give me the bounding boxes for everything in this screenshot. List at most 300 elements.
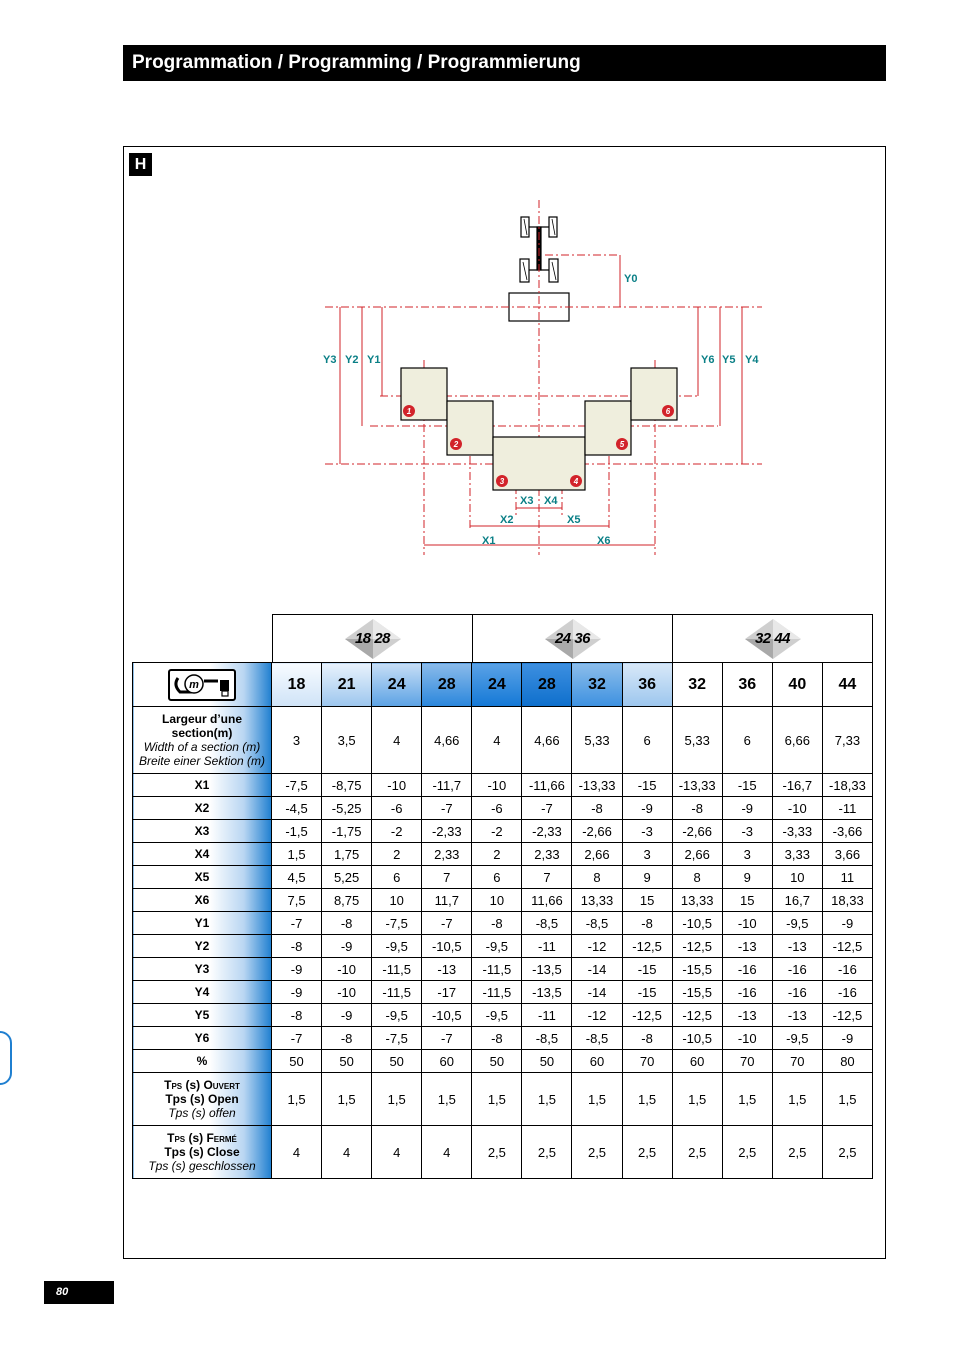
column-header: 18 bbox=[272, 663, 322, 707]
width-label-fr: Largeur d’une section(m) bbox=[161, 712, 242, 740]
table-cell: 8 bbox=[572, 866, 622, 889]
close-time-row bbox=[133, 1126, 873, 1179]
row-label-text: Y6 bbox=[194, 1031, 210, 1045]
table-cell: -8,5 bbox=[522, 912, 572, 935]
close_label-label-en: Tps (s) Close bbox=[164, 1145, 240, 1159]
table-cell: 2,33 bbox=[522, 843, 572, 866]
table-cell: 2 bbox=[372, 843, 422, 866]
table-cell: -8 bbox=[622, 912, 672, 935]
label-y0: Y0 bbox=[624, 273, 638, 285]
table-cell: -8,5 bbox=[522, 1027, 572, 1050]
table-cell: 10 bbox=[472, 889, 522, 912]
table-cell: -13,33 bbox=[672, 774, 722, 797]
table-cell: 3,66 bbox=[822, 843, 872, 866]
column-header: 36 bbox=[622, 663, 672, 707]
table-cell: -10 bbox=[322, 981, 372, 1004]
label-x3: X3 bbox=[520, 495, 534, 507]
table-cell: -8 bbox=[472, 912, 522, 935]
side-tab bbox=[0, 1031, 12, 1085]
page-header: Programmation / Programming / Programmierung bbox=[123, 45, 886, 81]
table-cell: -9 bbox=[822, 912, 872, 935]
table-cell: -8,75 bbox=[322, 774, 372, 797]
table-cell: -10 bbox=[472, 774, 522, 797]
fr-part: ermé bbox=[213, 1131, 237, 1145]
table-cell: -16 bbox=[722, 958, 772, 981]
open_label-label-fr bbox=[164, 1078, 240, 1092]
table-cell: -1,75 bbox=[322, 820, 372, 843]
table-cell: -15 bbox=[622, 981, 672, 1004]
svg-text:1: 1 bbox=[406, 407, 412, 416]
table-cell: -7,5 bbox=[372, 1027, 422, 1050]
table-cell: -2,33 bbox=[522, 820, 572, 843]
width-label-en: Width of a section (m) bbox=[143, 740, 261, 754]
table-cell: -9 bbox=[322, 935, 372, 958]
table-cell: 4 bbox=[322, 1126, 372, 1179]
table-cell: 18,33 bbox=[822, 889, 872, 912]
table-cell: -12,5 bbox=[672, 935, 722, 958]
table-cell: 3,33 bbox=[772, 843, 822, 866]
svg-text:6: 6 bbox=[665, 407, 671, 416]
table-cell: 13,33 bbox=[672, 889, 722, 912]
label-y4: Y4 bbox=[745, 354, 759, 366]
table-cell: -13 bbox=[772, 935, 822, 958]
table-cell: 13,33 bbox=[572, 889, 622, 912]
table-row bbox=[133, 1004, 873, 1027]
table-cell: -7 bbox=[272, 1027, 322, 1050]
table-row bbox=[133, 774, 873, 797]
table-cell: -16,7 bbox=[772, 774, 822, 797]
table-row bbox=[133, 1050, 873, 1073]
table-cell: -10,5 bbox=[672, 1027, 722, 1050]
table-cell: 1,5 bbox=[522, 1073, 572, 1126]
table-cell: 80 bbox=[822, 1050, 872, 1073]
table-cell: 50 bbox=[522, 1050, 572, 1073]
table-cell: -15,5 bbox=[672, 958, 722, 981]
row-label bbox=[133, 912, 272, 935]
table-cell: -4,5 bbox=[272, 797, 322, 820]
table-cell: -11,5 bbox=[472, 981, 522, 1004]
fr-part: ps bbox=[171, 1078, 183, 1092]
table-cell: 15 bbox=[722, 889, 772, 912]
row-label bbox=[133, 843, 272, 866]
table-row bbox=[133, 1027, 873, 1050]
table-cell: -2,33 bbox=[422, 820, 472, 843]
table-row bbox=[133, 935, 873, 958]
table-header-row bbox=[133, 663, 873, 707]
column-header: 21 bbox=[322, 663, 372, 707]
label-x2: X2 bbox=[500, 514, 514, 526]
page-number: 80 bbox=[44, 1281, 114, 1304]
table-cell: 70 bbox=[622, 1050, 672, 1073]
column-header: 40 bbox=[772, 663, 822, 707]
table-cell: -12,5 bbox=[822, 1004, 872, 1027]
table-cell: -7,5 bbox=[272, 774, 322, 797]
table-cell: 7 bbox=[422, 866, 472, 889]
table-cell: -18,33 bbox=[822, 774, 872, 797]
table-cell: 10 bbox=[372, 889, 422, 912]
table-cell: 5,33 bbox=[672, 707, 722, 774]
table-cell: 2,5 bbox=[472, 1126, 522, 1179]
table-cell: -12,5 bbox=[622, 935, 672, 958]
table-cell: -11,5 bbox=[472, 958, 522, 981]
table-cell: 2,33 bbox=[422, 843, 472, 866]
boom-width-groups bbox=[272, 614, 873, 663]
table-cell: 1,5 bbox=[272, 843, 322, 866]
table-cell: -12 bbox=[572, 1004, 622, 1027]
table-cell: -12 bbox=[572, 935, 622, 958]
row-label bbox=[133, 1050, 272, 1073]
table-cell: 2,5 bbox=[622, 1126, 672, 1179]
row-label-text: X4 bbox=[194, 847, 210, 861]
svg-text:5: 5 bbox=[619, 440, 625, 449]
table-cell: 6 bbox=[622, 707, 672, 774]
table-cell: -3,66 bbox=[822, 820, 872, 843]
table-cell: 15 bbox=[622, 889, 672, 912]
table-cell: 10 bbox=[772, 866, 822, 889]
table-cell: 4,5 bbox=[272, 866, 322, 889]
table-cell: -11,5 bbox=[372, 958, 422, 981]
group-18-28 bbox=[273, 615, 473, 662]
row-label-text: Y2 bbox=[194, 939, 210, 953]
table-cell: 2,66 bbox=[572, 843, 622, 866]
fr-part: uvert bbox=[212, 1078, 240, 1092]
table-cell: 1,5 bbox=[672, 1073, 722, 1126]
table-cell: 1,5 bbox=[372, 1073, 422, 1126]
width-label-de: Breite einer Sektion (m) bbox=[138, 754, 266, 768]
table-cell: 1,5 bbox=[472, 1073, 522, 1126]
table-cell: 6 bbox=[372, 866, 422, 889]
table-cell: 4 bbox=[272, 1126, 322, 1179]
row-label-text: Y3 bbox=[194, 962, 210, 976]
table-cell: 2,5 bbox=[572, 1126, 622, 1179]
table-cell: -7 bbox=[522, 797, 572, 820]
table-row bbox=[133, 958, 873, 981]
table-row bbox=[133, 866, 873, 889]
table-cell: 1,5 bbox=[772, 1073, 822, 1126]
row-label-text: Y4 bbox=[194, 985, 210, 999]
table-row bbox=[133, 912, 873, 935]
table-cell: 1,75 bbox=[322, 843, 372, 866]
label-x5: X5 bbox=[567, 514, 581, 526]
label-y6: Y6 bbox=[701, 354, 715, 366]
table-cell: -6 bbox=[472, 797, 522, 820]
row-label bbox=[133, 1027, 272, 1050]
table-cell: -13,33 bbox=[572, 774, 622, 797]
table-cell: -9,5 bbox=[372, 935, 422, 958]
table-cell: -13,5 bbox=[522, 981, 572, 1004]
close_label-label-fr bbox=[167, 1131, 237, 1145]
table-cell: -7 bbox=[422, 1027, 472, 1050]
table-cell: -3 bbox=[622, 820, 672, 843]
table-cell: 50 bbox=[472, 1050, 522, 1073]
table-cell: -11 bbox=[822, 797, 872, 820]
table-cell: -10 bbox=[372, 774, 422, 797]
row-label-text: % bbox=[196, 1054, 208, 1068]
fr-part: (s) O bbox=[182, 1078, 213, 1092]
table-cell: 6,66 bbox=[772, 707, 822, 774]
group-label: 18 28 bbox=[354, 630, 391, 647]
table-cell: 4 bbox=[472, 707, 522, 774]
section-width-row bbox=[133, 707, 873, 774]
table-cell: 50 bbox=[272, 1050, 322, 1073]
label-y1: Y1 bbox=[367, 354, 381, 366]
table-row bbox=[133, 797, 873, 820]
table-cell: -11 bbox=[522, 1004, 572, 1027]
svg-text:m: m bbox=[189, 678, 199, 691]
table-cell: 4,66 bbox=[522, 707, 572, 774]
fr-part: ps bbox=[174, 1131, 186, 1145]
table-cell: -16 bbox=[822, 958, 872, 981]
table-cell: 50 bbox=[322, 1050, 372, 1073]
row-label-text: X5 bbox=[194, 870, 210, 884]
table-cell: -10 bbox=[722, 912, 772, 935]
table-cell: -16 bbox=[722, 981, 772, 1004]
row-label bbox=[133, 1004, 272, 1027]
table-cell: -13 bbox=[772, 1004, 822, 1027]
label-y5: Y5 bbox=[722, 354, 736, 366]
table-cell: 2,5 bbox=[722, 1126, 772, 1179]
table-cell: -8 bbox=[622, 1027, 672, 1050]
table-cell: -8 bbox=[272, 935, 322, 958]
table-cell: -13 bbox=[422, 958, 472, 981]
row-label-text: X6 bbox=[194, 893, 210, 907]
table-cell: 1,5 bbox=[822, 1073, 872, 1126]
table-cell: 7,5 bbox=[272, 889, 322, 912]
table-cell: 1,5 bbox=[322, 1073, 372, 1126]
table-cell: -8 bbox=[322, 1027, 372, 1050]
label-x1: X1 bbox=[482, 535, 496, 547]
table-cell: -9,5 bbox=[772, 912, 822, 935]
table-cell: 3 bbox=[722, 843, 772, 866]
row-label bbox=[133, 1073, 272, 1126]
table-cell: -2,66 bbox=[672, 820, 722, 843]
table-cell: -15,5 bbox=[672, 981, 722, 1004]
table-cell: 9 bbox=[622, 866, 672, 889]
column-header: 24 bbox=[472, 663, 522, 707]
table-cell: -10,5 bbox=[672, 912, 722, 935]
table-cell: -8,5 bbox=[572, 912, 622, 935]
table-cell: 1,5 bbox=[622, 1073, 672, 1126]
open-time-row bbox=[133, 1073, 873, 1126]
column-header: 44 bbox=[822, 663, 872, 707]
table-cell: -15 bbox=[622, 774, 672, 797]
table-cell: -13 bbox=[722, 1004, 772, 1027]
row-label bbox=[133, 707, 272, 774]
table-cell: -10,5 bbox=[422, 1004, 472, 1027]
table-cell: -9 bbox=[822, 1027, 872, 1050]
label-x4: X4 bbox=[544, 495, 558, 507]
column-header: 28 bbox=[422, 663, 472, 707]
row-label bbox=[133, 797, 272, 820]
open_label-label-en: Tps (s) Open bbox=[165, 1092, 239, 1106]
column-header: 28 bbox=[522, 663, 572, 707]
svg-text:2: 2 bbox=[453, 440, 459, 449]
table-cell: 2,66 bbox=[672, 843, 722, 866]
table-cell: 8,75 bbox=[322, 889, 372, 912]
table-cell: 2,5 bbox=[822, 1126, 872, 1179]
column-header: 32 bbox=[572, 663, 622, 707]
table-cell: 6 bbox=[472, 866, 522, 889]
section-badge: H bbox=[129, 153, 152, 176]
label-x6: X6 bbox=[597, 535, 611, 547]
table-row bbox=[133, 981, 873, 1004]
table-cell: -17 bbox=[422, 981, 472, 1004]
table-cell: 5,25 bbox=[322, 866, 372, 889]
table-cell: 1,5 bbox=[572, 1073, 622, 1126]
table-cell: -9,5 bbox=[772, 1027, 822, 1050]
open_label-label-de: Tps (s) offen bbox=[168, 1106, 236, 1120]
table-cell: 70 bbox=[772, 1050, 822, 1073]
table-cell: -2 bbox=[472, 820, 522, 843]
label-y3: Y3 bbox=[323, 354, 337, 366]
table-cell: 60 bbox=[572, 1050, 622, 1073]
row-label-text: X3 bbox=[194, 824, 210, 838]
table-cell: 2 bbox=[472, 843, 522, 866]
table-cell: -15 bbox=[622, 958, 672, 981]
table-cell: -8 bbox=[672, 797, 722, 820]
group-label: 24 36 bbox=[554, 630, 591, 647]
row-label bbox=[133, 981, 272, 1004]
table-cell: -9 bbox=[722, 797, 772, 820]
table-cell: 3 bbox=[622, 843, 672, 866]
table-cell: 60 bbox=[672, 1050, 722, 1073]
table-cell: -10 bbox=[322, 958, 372, 981]
table-cell: -9,5 bbox=[472, 1004, 522, 1027]
table-cell: -7 bbox=[422, 912, 472, 935]
table-cell: 70 bbox=[722, 1050, 772, 1073]
table-cell: 4,66 bbox=[422, 707, 472, 774]
row-label bbox=[133, 889, 272, 912]
table-cell: 6 bbox=[722, 707, 772, 774]
close_label-label-de: Tps (s) geschlossen bbox=[148, 1159, 256, 1173]
table-cell: -8 bbox=[272, 1004, 322, 1027]
table-cell: -8 bbox=[572, 797, 622, 820]
table-cell: 4 bbox=[372, 707, 422, 774]
table-cell: -13,5 bbox=[522, 958, 572, 981]
table-cell: -10 bbox=[772, 797, 822, 820]
table-cell: 9 bbox=[722, 866, 772, 889]
table-row bbox=[133, 820, 873, 843]
table-cell: 1,5 bbox=[272, 1073, 322, 1126]
table-cell: -8 bbox=[472, 1027, 522, 1050]
row-label-text: X1 bbox=[194, 778, 210, 792]
row-label-text: Y5 bbox=[194, 1008, 210, 1022]
group-label: 32 44 bbox=[754, 630, 791, 647]
section-settings-cell bbox=[133, 663, 272, 707]
table-cell: -11 bbox=[522, 935, 572, 958]
table-cell: -15 bbox=[722, 774, 772, 797]
table-cell: 1,5 bbox=[422, 1073, 472, 1126]
table-cell: 4 bbox=[422, 1126, 472, 1179]
table-cell: 5,33 bbox=[572, 707, 622, 774]
table-cell: -1,5 bbox=[272, 820, 322, 843]
row-label bbox=[133, 958, 272, 981]
table-cell: 3,5 bbox=[322, 707, 372, 774]
table-cell: -12,5 bbox=[672, 1004, 722, 1027]
table-cell: -2 bbox=[372, 820, 422, 843]
table-cell: 50 bbox=[372, 1050, 422, 1073]
table-cell: -6 bbox=[372, 797, 422, 820]
table-cell: 60 bbox=[422, 1050, 472, 1073]
table-cell: 1,5 bbox=[722, 1073, 772, 1126]
table-cell: 2,5 bbox=[672, 1126, 722, 1179]
table-cell: 16,7 bbox=[772, 889, 822, 912]
table-cell: -12,5 bbox=[822, 935, 872, 958]
table-cell: -10 bbox=[722, 1027, 772, 1050]
table-cell: 2,5 bbox=[772, 1126, 822, 1179]
table-cell: -10,5 bbox=[422, 935, 472, 958]
table-cell: 11,66 bbox=[522, 889, 572, 912]
group-32-44 bbox=[673, 615, 872, 662]
row-label bbox=[133, 1126, 272, 1179]
table-row bbox=[133, 843, 873, 866]
boom-sections-diagram bbox=[0, 0, 954, 600]
table-cell: -9 bbox=[622, 797, 672, 820]
table-cell: -11,5 bbox=[372, 981, 422, 1004]
table-cell: 11,7 bbox=[422, 889, 472, 912]
label-y2: Y2 bbox=[345, 354, 359, 366]
fr-part: T bbox=[167, 1131, 175, 1145]
table-cell: -14 bbox=[572, 981, 622, 1004]
table-cell: -7 bbox=[422, 797, 472, 820]
table-cell: 2,5 bbox=[522, 1126, 572, 1179]
table-cell: -7 bbox=[272, 912, 322, 935]
table-cell: -9 bbox=[272, 981, 322, 1004]
row-label-text: X2 bbox=[194, 801, 210, 815]
row-label bbox=[133, 820, 272, 843]
table-cell: -11,7 bbox=[422, 774, 472, 797]
table-cell: 3 bbox=[272, 707, 322, 774]
section-settings-icon bbox=[168, 669, 236, 701]
row-label bbox=[133, 866, 272, 889]
table-cell: -7,5 bbox=[372, 912, 422, 935]
column-header: 36 bbox=[722, 663, 772, 707]
table-cell: -5,25 bbox=[322, 797, 372, 820]
column-header: 24 bbox=[372, 663, 422, 707]
table-cell: -3,33 bbox=[772, 820, 822, 843]
table-cell: -9,5 bbox=[472, 935, 522, 958]
table-cell: -9 bbox=[272, 958, 322, 981]
table-cell: -12,5 bbox=[622, 1004, 672, 1027]
table-cell: -11,66 bbox=[522, 774, 572, 797]
column-header: 32 bbox=[672, 663, 722, 707]
row-label bbox=[133, 935, 272, 958]
table-cell: -9,5 bbox=[372, 1004, 422, 1027]
svg-text:3: 3 bbox=[499, 477, 505, 486]
table-cell: -8,5 bbox=[572, 1027, 622, 1050]
table-cell: -3 bbox=[722, 820, 772, 843]
group-24-36 bbox=[473, 615, 673, 662]
section-programming-table bbox=[132, 662, 873, 1179]
table-cell: 8 bbox=[672, 866, 722, 889]
table-cell: 7,33 bbox=[822, 707, 872, 774]
table-cell: -8 bbox=[322, 912, 372, 935]
table-cell: -16 bbox=[772, 981, 822, 1004]
fr-part: T bbox=[164, 1078, 172, 1092]
table-cell: -16 bbox=[772, 958, 822, 981]
row-label bbox=[133, 774, 272, 797]
table-cell: 11 bbox=[822, 866, 872, 889]
svg-text:4: 4 bbox=[573, 477, 579, 486]
table-cell: 7 bbox=[522, 866, 572, 889]
table-cell: 4 bbox=[372, 1126, 422, 1179]
table-row bbox=[133, 889, 873, 912]
table-cell: -14 bbox=[572, 958, 622, 981]
table-cell: -9 bbox=[322, 1004, 372, 1027]
table-cell: -2,66 bbox=[572, 820, 622, 843]
fr-part: (s) F bbox=[185, 1131, 214, 1145]
table-cell: -13 bbox=[722, 935, 772, 958]
